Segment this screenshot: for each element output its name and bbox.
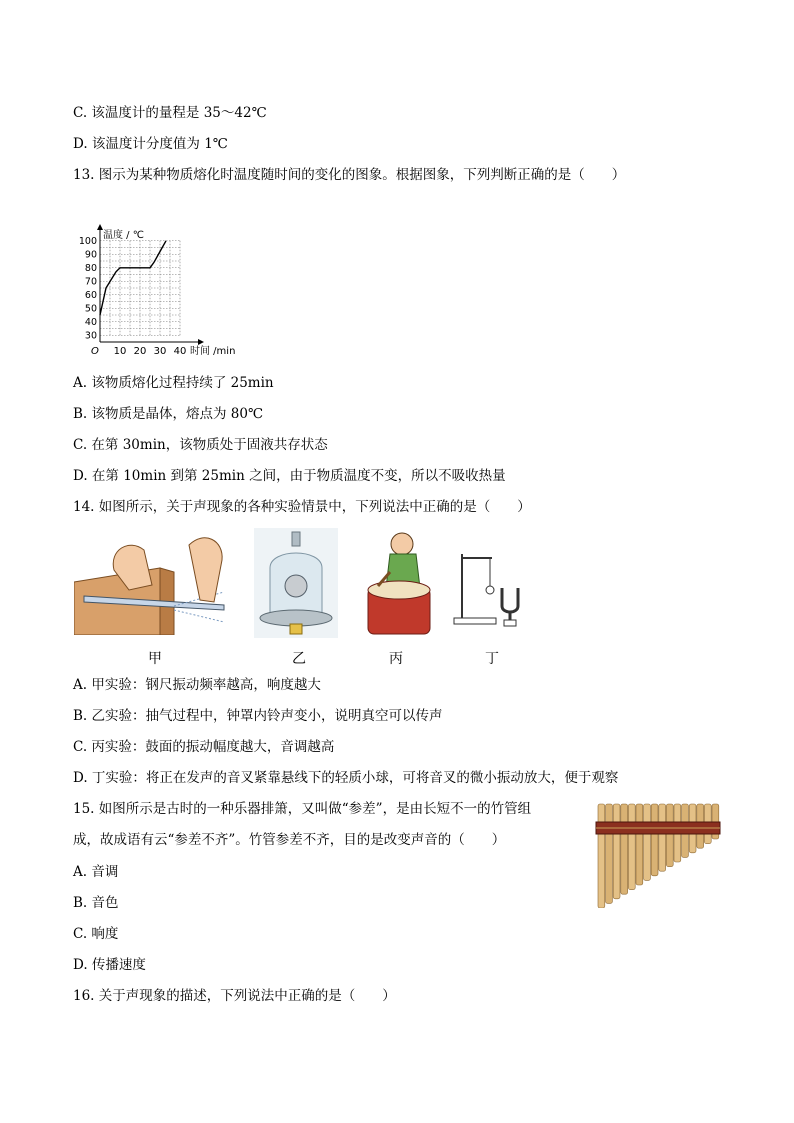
bamboo-pipe xyxy=(613,804,620,899)
figure-label-jia: 甲 xyxy=(148,651,162,667)
x-axis-label: 时间 /min xyxy=(190,346,236,357)
q15-option-a: A. 音调 xyxy=(73,864,119,880)
bamboo-pipe xyxy=(628,804,635,890)
figure-label-ding: 丁 xyxy=(485,651,499,667)
bell-jar-image xyxy=(254,528,338,638)
tuning-fork-image xyxy=(452,550,526,630)
q15-stem-line1: 15. 如图所示是古时的一种乐器排箫，又叫做“参差”，是由长短不一的竹管组 xyxy=(73,801,532,817)
chart-axes xyxy=(97,224,204,345)
y-axis-label: 温度 / ℃ xyxy=(103,230,144,241)
melting-chart xyxy=(78,222,248,362)
y-tick-label: 30 xyxy=(84,330,97,342)
y-tick-label: 40 xyxy=(84,316,97,328)
q13-stem: 13. 图示为某种物质熔化时温度随时间的变化的图象。根据图象，下列判断正确的是（ ） xyxy=(73,167,626,183)
q14-option-d: D. 丁实验：将正在发声的音叉紧靠悬线下的轻质小球，可将音叉的微小振动放大，便于观察 xyxy=(73,770,619,786)
bamboo-pipe xyxy=(659,804,666,871)
x-tick-label: 40 xyxy=(173,346,187,357)
q15-option-c: C. 响度 xyxy=(73,926,119,942)
bamboo-pipe xyxy=(606,804,613,903)
y-tick-label: 60 xyxy=(84,289,97,301)
y-tick-label: 90 xyxy=(84,249,97,261)
figure-label-yi: 乙 xyxy=(292,651,306,667)
x-tick-label: 30 xyxy=(153,346,167,357)
q14-stem: 14. 如图所示，关于声现象的各种实验情景中，下列说法中正确的是（ ） xyxy=(73,499,531,515)
y-tick-label: 50 xyxy=(84,303,97,315)
y-tick-label: 70 xyxy=(84,276,97,288)
x-tick-label: 10 xyxy=(113,346,127,357)
origin-label: O xyxy=(91,346,99,357)
q15-option-d: D. 传播速度 xyxy=(73,957,146,973)
bamboo-pipe xyxy=(598,804,605,908)
y-tick-label: 100 xyxy=(78,235,97,247)
q14-option-b: B. 乙实验：抽气过程中，钟罩内铃声变小，说明真空可以传声 xyxy=(73,708,443,724)
q13-option-c: C. 在第 30min，该物质处于固液共存状态 xyxy=(73,437,328,453)
bamboo-pipe xyxy=(621,804,628,894)
bamboo-pipe xyxy=(666,804,673,867)
q13-option-b: B. 该物质是晶体，熔点为 80℃ xyxy=(73,406,264,422)
pan-pipes xyxy=(598,804,719,908)
figure-label-bing: 丙 xyxy=(389,651,403,667)
q15-option-b: B. 音色 xyxy=(73,895,119,911)
chart-grid xyxy=(100,241,180,336)
q14-option-a: A. 甲实验：钢尺振动频率越高，响度越大 xyxy=(73,677,321,693)
q12-option-c: C. 该温度计的量程是 35～42℃ xyxy=(73,105,267,121)
q14-option-c: C. 丙实验：鼓面的振动幅度越大，音调越高 xyxy=(73,739,335,755)
y-tick-label: 80 xyxy=(84,262,97,274)
x-axis-arrow xyxy=(198,339,204,345)
bamboo-pipe xyxy=(644,804,651,880)
x-tick-label: 20 xyxy=(133,346,147,357)
drum-image xyxy=(360,528,440,640)
ruler-experiment-image xyxy=(74,530,232,635)
pan-flute-image xyxy=(594,800,724,908)
bamboo-pipe xyxy=(651,804,658,876)
q12-option-d: D. 该温度计分度值为 1℃ xyxy=(73,136,228,152)
q16-stem: 16. 关于声现象的描述，下列说法中正确的是（ ） xyxy=(73,988,396,1004)
q13-option-d: D. 在第 10min 到第 25min 之间，由于物质温度不变，所以不吸收热量 xyxy=(73,468,506,484)
q15-stem-line2: 成，故成语有云“参差不齐”。竹管参差不齐，目的是改变声音的（ ） xyxy=(73,832,506,848)
q13-option-a: A. 该物质熔化过程持续了 25min xyxy=(73,375,274,391)
bamboo-pipe xyxy=(636,804,643,885)
